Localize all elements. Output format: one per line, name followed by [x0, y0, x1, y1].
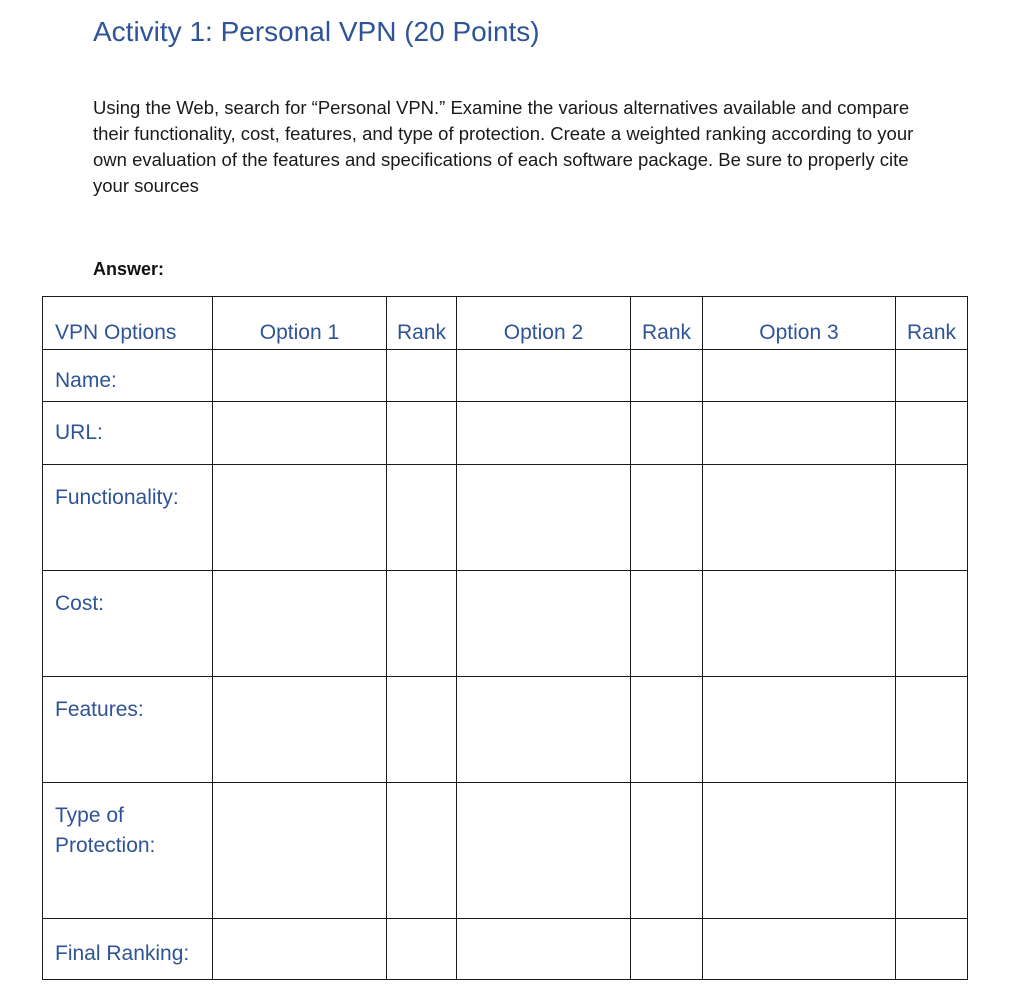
cell-features-rank-1[interactable] — [387, 677, 457, 783]
cell-protection-rank-1[interactable] — [387, 783, 457, 919]
cell-features-option-3[interactable] — [703, 677, 896, 783]
cell-features-option-1[interactable] — [213, 677, 387, 783]
cell-final-option-1[interactable] — [213, 919, 387, 980]
header-option-2: Option 2 — [457, 297, 631, 350]
cell-name-rank-1[interactable] — [387, 350, 457, 402]
header-option-1: Option 1 — [213, 297, 387, 350]
cell-final-rank-3[interactable] — [896, 919, 968, 980]
cell-protection-option-2[interactable] — [457, 783, 631, 919]
cell-url-option-2[interactable] — [457, 402, 631, 465]
cell-cost-option-2[interactable] — [457, 571, 631, 677]
instructions-paragraph: Using the Web, search for “Personal VPN.” Examine the various alternatives available and compare their functionality, cost, features, and type of protection. Create a weighted ranking according to your own evaluation of the features and specifications of each software package. Be sure to properly cite your sources — [93, 97, 914, 196]
header-option-3: Option 3 — [703, 297, 896, 350]
cell-features-rank-2[interactable] — [631, 677, 703, 783]
table-row-cost — [43, 571, 968, 677]
row-label-features: Features: — [43, 677, 213, 783]
cell-name-option-3[interactable] — [703, 350, 896, 402]
cell-features-option-2[interactable] — [457, 677, 631, 783]
cell-cost-rank-1[interactable] — [387, 571, 457, 677]
cell-protection-option-1[interactable] — [213, 783, 387, 919]
cell-url-rank-3[interactable] — [896, 402, 968, 465]
cell-cost-option-1[interactable] — [213, 571, 387, 677]
cell-url-rank-1[interactable] — [387, 402, 457, 465]
cell-cost-option-3[interactable] — [703, 571, 896, 677]
page-title: Activity 1: Personal VPN (20 Points) — [93, 16, 540, 47]
table-row-final-ranking — [43, 919, 968, 980]
table-row-features — [43, 677, 968, 783]
table-row-url — [43, 402, 968, 465]
cell-name-rank-3[interactable] — [896, 350, 968, 402]
cell-final-rank-1[interactable] — [387, 919, 457, 980]
vpn-comparison-table — [42, 296, 968, 980]
cell-url-option-1[interactable] — [213, 402, 387, 465]
cell-functionality-option-3[interactable] — [703, 465, 896, 571]
cell-protection-rank-3[interactable] — [896, 783, 968, 919]
cell-protection-rank-2[interactable] — [631, 783, 703, 919]
row-label-cost: Cost: — [43, 571, 213, 677]
cell-features-rank-3[interactable] — [896, 677, 968, 783]
row-label-type-of-protection: Type of Protection: — [43, 783, 213, 919]
cell-cost-rank-3[interactable] — [896, 571, 968, 677]
row-label-name: Name: — [43, 350, 213, 402]
cell-final-rank-2[interactable] — [631, 919, 703, 980]
cell-name-option-1[interactable] — [213, 350, 387, 402]
row-label-final-ranking: Final Ranking: — [43, 919, 213, 980]
row-label-url: URL: — [43, 402, 213, 465]
header-rank-2: Rank — [631, 297, 703, 350]
cell-functionality-rank-3[interactable] — [896, 465, 968, 571]
cell-protection-option-3[interactable] — [703, 783, 896, 919]
header-rank-1: Rank — [387, 297, 457, 350]
cell-url-rank-2[interactable] — [631, 402, 703, 465]
cell-cost-rank-2[interactable] — [631, 571, 703, 677]
cell-final-option-3[interactable] — [703, 919, 896, 980]
cell-functionality-rank-1[interactable] — [387, 465, 457, 571]
cell-final-option-2[interactable] — [457, 919, 631, 980]
cell-url-option-3[interactable] — [703, 402, 896, 465]
answer-label: Answer: — [93, 259, 165, 279]
cell-functionality-option-1[interactable] — [213, 465, 387, 571]
cell-name-option-2[interactable] — [457, 350, 631, 402]
table-header-row — [43, 297, 968, 350]
header-vpn-options: VPN Options — [43, 297, 213, 350]
row-label-functionality: Functionality: — [43, 465, 213, 571]
cell-functionality-rank-2[interactable] — [631, 465, 703, 571]
cell-functionality-option-2[interactable] — [457, 465, 631, 571]
table-row-name — [43, 350, 968, 402]
table-row-functionality — [43, 465, 968, 571]
header-rank-3: Rank — [896, 297, 968, 350]
table-row-type-of-protection — [43, 783, 968, 919]
cell-name-rank-2[interactable] — [631, 350, 703, 402]
